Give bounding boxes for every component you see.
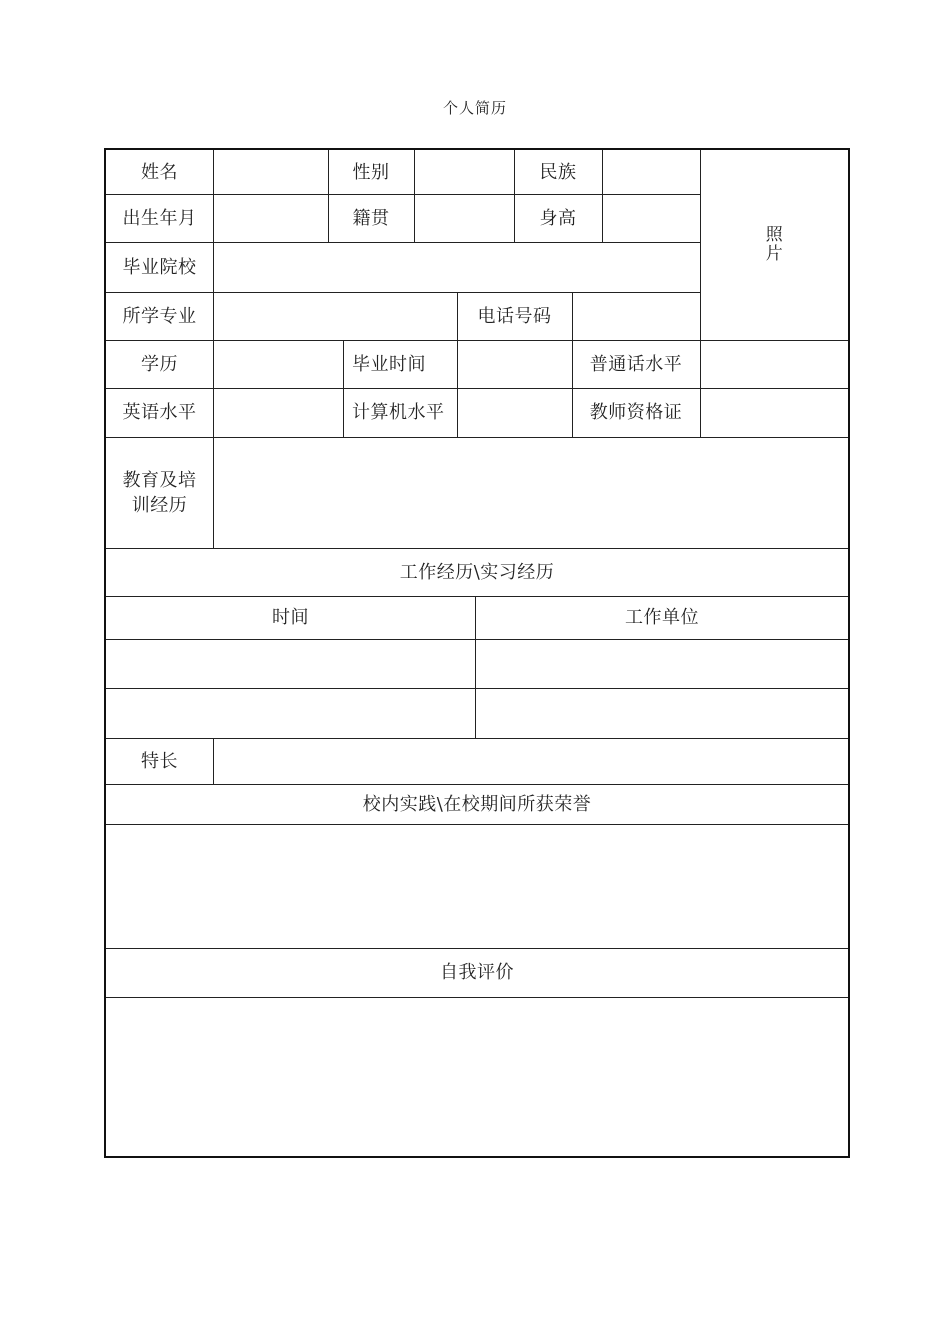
teacher-cert-field[interactable] [701, 388, 848, 437]
major-label: 所学专业 [122, 305, 197, 327]
teacher-cert-label: 教师资格证 [589, 402, 683, 423]
height-label: 身高 [539, 207, 577, 229]
mandarin-field[interactable] [701, 340, 848, 388]
work-unit-cell-1[interactable] [476, 639, 848, 688]
work-time-cell-2[interactable] [106, 688, 475, 738]
native-place-field[interactable] [415, 194, 514, 242]
grad-time-field[interactable] [458, 340, 572, 388]
practice-field[interactable] [106, 824, 848, 948]
page-title: 个人简历 [442, 99, 507, 117]
education-label: 学历 [141, 353, 178, 375]
english-label: 英语水平 [122, 402, 197, 423]
name-label: 姓名 [141, 161, 178, 183]
specialty-field[interactable] [214, 738, 848, 784]
ethnicity-label: 民族 [539, 161, 577, 183]
phone-label: 电话号码 [477, 305, 552, 327]
grad-time-label: 毕业时间 [352, 353, 426, 375]
gender-field[interactable] [415, 150, 514, 194]
native-place-label: 籍贯 [352, 207, 390, 229]
birth-label: 出生年月 [122, 207, 197, 229]
computer-field[interactable] [458, 388, 572, 437]
computer-label: 计算机水平 [352, 402, 445, 423]
photo-label-line2: 片 [765, 244, 784, 264]
specialty-label: 特长 [141, 750, 178, 772]
education-field[interactable] [214, 340, 343, 388]
major-field[interactable] [214, 292, 457, 340]
work-section-title: 工作经历\实习经历 [399, 561, 555, 583]
english-field[interactable] [214, 388, 343, 437]
resume-form [104, 148, 850, 1158]
training-label-line1: 教育及培 [122, 469, 197, 491]
training-label-line2: 训经历 [131, 494, 188, 516]
phone-field[interactable] [573, 292, 700, 340]
photo-box[interactable] [701, 150, 848, 340]
training-field[interactable] [214, 437, 848, 548]
gender-label: 性别 [352, 161, 390, 183]
school-field[interactable] [214, 242, 700, 292]
ethnicity-field[interactable] [603, 150, 700, 194]
self-eval-field[interactable] [106, 997, 848, 1156]
photo-label-line1: 照 [765, 225, 784, 245]
school-label: 毕业院校 [122, 256, 197, 278]
name-field[interactable] [214, 150, 328, 194]
work-time-header: 时间 [272, 607, 309, 628]
work-unit-cell-2[interactable] [476, 688, 848, 738]
birth-field[interactable] [214, 194, 328, 242]
work-unit-header: 工作单位 [625, 607, 699, 628]
work-time-cell-1[interactable] [106, 639, 475, 688]
height-field[interactable] [603, 194, 700, 242]
mandarin-label: 普通话水平 [589, 353, 683, 375]
practice-section-title: 校内实践\在校期间所获荣誉 [362, 793, 592, 815]
training-label [106, 437, 213, 548]
self-eval-section-title: 自我评价 [440, 962, 514, 983]
